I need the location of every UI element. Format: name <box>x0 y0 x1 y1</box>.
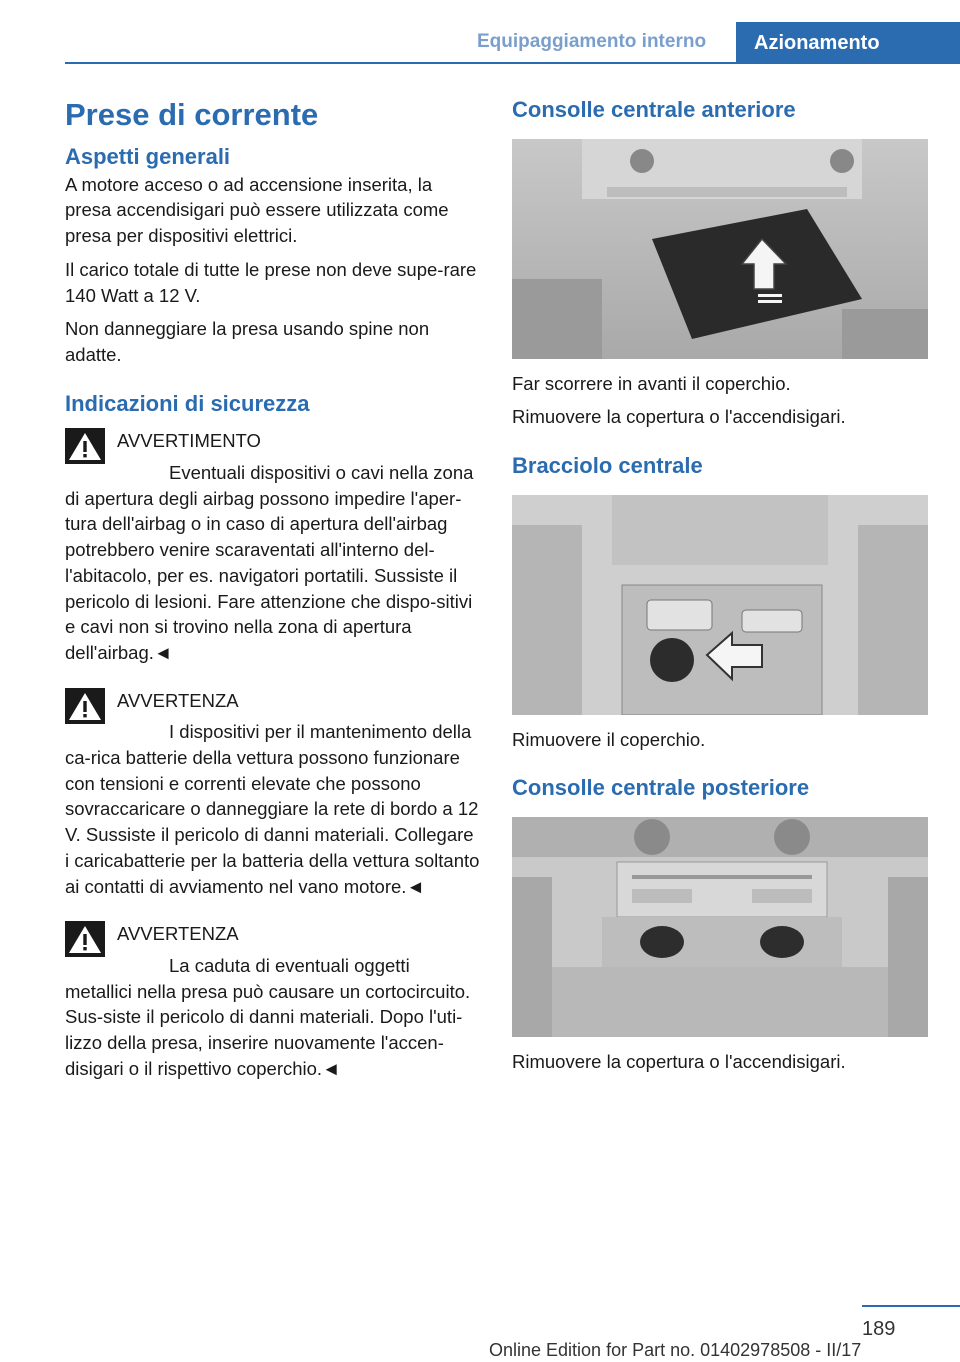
front-console-heading: Consolle centrale anteriore <box>512 97 796 122</box>
armrest-heading: Bracciolo centrale <box>512 453 703 478</box>
general-paragraph-2: Il carico totale di tutte le prese non deve supe‐rare 140 Watt a 12 V. <box>65 258 477 306</box>
general-paragraph-3: Non danneggiare la presa usando spine non adatte. <box>65 318 430 365</box>
warning-title: AVVERTENZA <box>117 689 239 711</box>
warning-text: Eventuali dispositivi o cavi nella zona di apertura degli airbag possono impedire l'aper‐tura dell'airbag o in caso di apertura dell'airbag potrebbero venire scaraventati all'interno del‐l'abitacolo, per es. navigatori portatili. Sussiste il pericolo di lesioni. Fare attenzione che dispo‐sitivi e cavi non si trovino nella zona di apertura dell'airbag.◄ <box>65 462 474 663</box>
front-console-photo <box>512 139 928 359</box>
header-rule <box>65 62 960 64</box>
armrest-photo <box>512 495 928 715</box>
footer-rule <box>862 1305 960 1307</box>
page-number: 189 <box>862 1318 896 1340</box>
page-title: Prese di corrente <box>65 97 319 132</box>
header-chapter-tab: Azionamento <box>736 22 960 64</box>
header-section-title: Equipaggiamento interno <box>477 31 707 52</box>
warning-block <box>65 688 480 900</box>
warning-title: AVVERTENZA <box>117 923 239 945</box>
armrest-step-1: Rimuovere il coperchio. <box>512 728 706 750</box>
left-column <box>65 96 480 1081</box>
warning-block <box>65 428 480 665</box>
warning-title: AVVERTIMENTO <box>117 430 261 452</box>
warning-triangle-icon <box>65 428 105 464</box>
rear-console-photo <box>512 817 928 1037</box>
general-heading: Aspetti generali <box>65 144 231 170</box>
rear-console-heading: Consolle centrale posteriore <box>512 775 810 801</box>
safety-heading: Indicazioni di sicurezza <box>65 390 310 416</box>
edition-note: Online Edition for Part no. 01402978508 - II/17 <box>489 1340 862 1360</box>
warning-triangle-icon <box>65 921 105 957</box>
warning-block <box>65 921 480 1081</box>
front-console-step-1: Far scorrere in avanti il coperchio. <box>512 372 791 394</box>
front-console-step-2: Rimuovere la copertura o l'accendisigari. <box>512 406 846 428</box>
general-paragraph-1: A motore acceso o ad accensione inserita, la presa accendisigari può essere utilizzata come presa per dispositivi elettrici. <box>65 173 449 247</box>
warning-text: I dispositivi per il mantenimento della ca‐rica batterie della vettura possono funzionare con tensioni e correnti elevate che possono sovraccaricare o danneggiare la rete di bordo a 12 V. Sussiste il pericolo di danni materiali. Collegare i caricabatterie per la batteria della vettura soltanto ai contatti di avviamento nel vano motore.◄ <box>65 721 480 897</box>
warning-triangle-icon <box>65 688 105 724</box>
right-column <box>512 96 928 1075</box>
warning-text: La caduta di eventuali oggetti metallici nella presa può causare un cortocircuito. Sus‐siste il pericolo di danni materiali. Dopo l'uti‐lizzo della presa, inserire nuovamente l'accen‐disigari o il rispettivo coperchio.◄ <box>65 954 471 1079</box>
rear-console-step-1: Rimuovere la copertura o l'accendisigari. <box>512 1050 846 1072</box>
